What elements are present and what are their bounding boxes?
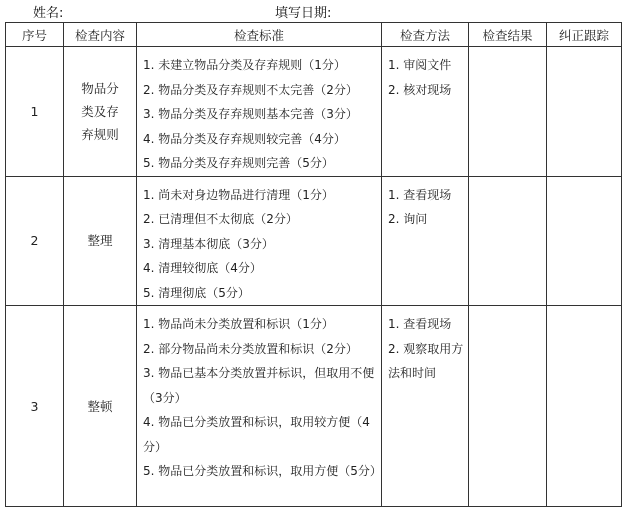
check-content-label: 整理 — [87, 233, 113, 249]
standard-item: 1. 物品尚未分类放置和标识（1分） — [143, 317, 334, 331]
header-cell-number: 序号 — [6, 23, 64, 47]
method-item: 2. 观察取用方法和时间 — [388, 341, 464, 380]
name-label: 姓名: — [33, 6, 64, 21]
check-content — [64, 176, 137, 306]
standard-item: 5. 物品分类及存弃规则完善（5分） — [143, 156, 334, 170]
check-content-label: 物品分类及存弃规则 — [81, 80, 119, 142]
standard-item: 2. 已清理但不太彻底（2分） — [143, 212, 298, 226]
tracking-cell[interactable] — [547, 47, 622, 177]
check-standard — [137, 176, 382, 306]
header-row — [6, 23, 622, 47]
check-method — [382, 47, 469, 177]
method-item: 1. 查看现场 — [388, 187, 452, 202]
table-row — [6, 176, 622, 306]
standard-item: 3. 物品已基本分类放置并标识，但取用不便（3分） — [143, 366, 375, 405]
check-method — [382, 306, 469, 507]
check-content-label: 整顿 — [87, 398, 113, 414]
standard-item: 1. 尚未对身边物品进行清理（1分） — [143, 187, 334, 202]
row-number: 1 — [6, 47, 64, 177]
result-cell[interactable] — [469, 47, 547, 177]
row-number: 2 — [6, 176, 64, 306]
header-cell-result: 检查结果 — [469, 23, 547, 47]
method-item: 2. 核对现场 — [388, 82, 452, 97]
table-row — [6, 47, 622, 177]
check-method — [382, 176, 469, 306]
header-cell-method: 检查方法 — [382, 23, 469, 47]
date-label: 填写日期: — [275, 6, 332, 21]
standard-item: 5. 物品已分类放置和标识，取用方便（5分） — [143, 464, 382, 478]
header-cell-tracking: 纠正跟踪 — [547, 23, 622, 47]
result-cell[interactable] — [469, 306, 547, 507]
standard-item: 3. 物品分类及存弃规则基本完善（3分） — [143, 107, 358, 121]
check-standard — [137, 47, 382, 177]
standard-item: 3. 清理基本彻底（3分） — [143, 236, 274, 251]
standard-item: 4. 清理较彻底（4分） — [143, 261, 262, 275]
table-row — [6, 306, 622, 507]
method-item: 2. 询问 — [388, 212, 428, 226]
check-content — [64, 306, 137, 507]
standard-item: 5. 清理彻底（5分） — [143, 285, 250, 300]
standard-item: 4. 物品分类及存弃规则较完善（4分） — [143, 131, 346, 146]
result-cell[interactable] — [469, 176, 547, 306]
tracking-cell[interactable] — [547, 306, 622, 507]
standard-item: 1. 未建立物品分类及存弃规则（1分） — [143, 58, 346, 72]
method-item: 1. 审阅文件 — [388, 58, 452, 72]
tracking-cell[interactable] — [547, 176, 622, 306]
method-item: 1. 查看现场 — [388, 317, 452, 331]
standard-item: 2. 物品分类及存弃规则不太完善（2分） — [143, 82, 358, 97]
row-number: 3 — [6, 306, 64, 507]
check-content — [64, 47, 137, 177]
inspection-table — [5, 22, 622, 507]
header-cell-content: 检查内容 — [64, 23, 137, 47]
standard-item: 4. 物品已分类放置和标识，取用较方便（4分） — [143, 415, 370, 454]
header-cell-standard: 检查标准 — [137, 23, 382, 47]
form-header — [0, 0, 626, 22]
check-standard — [137, 306, 382, 507]
standard-item: 2. 部分物品尚未分类放置和标识（2分） — [143, 341, 358, 356]
